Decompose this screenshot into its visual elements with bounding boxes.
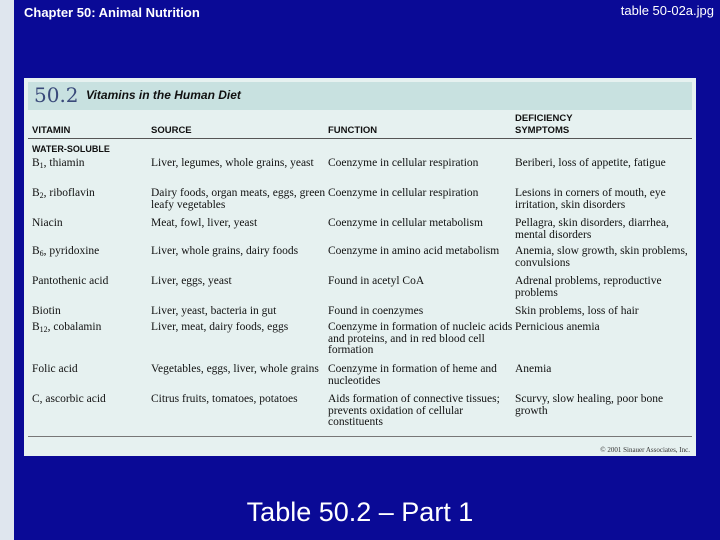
cell-function: Coenzyme in amino acid metabolism xyxy=(328,245,500,257)
table-title-bar xyxy=(28,82,692,110)
cell-function: Found in acetyl CoA xyxy=(328,275,425,287)
cell-source: Citrus fruits, tomatoes, potatoes xyxy=(151,393,298,405)
cell-function: Found in coenzymes xyxy=(328,305,424,317)
cell-vitamin: $B_{12}$, cobalamin xyxy=(32,321,102,334)
cell-vitamin: C, ascorbic acid xyxy=(32,393,106,405)
cell-source: Liver, legumes, whole grains, yeast xyxy=(151,157,314,169)
cell-source: Dairy foods, organ meats, eggs, green leafy vegetables xyxy=(151,187,326,211)
column-header-deficiency: DEFICIENCY xyxy=(515,113,573,124)
cell-source: Liver, whole grains, dairy foods xyxy=(151,245,299,257)
header-divider xyxy=(28,138,692,139)
cell-source: Liver, meat, dairy foods, eggs xyxy=(151,321,289,333)
column-header-vitamin: VITAMIN xyxy=(32,125,71,136)
cell-source: Vegetables, eggs, liver, whole grains xyxy=(151,363,319,375)
cell-deficiency: Lesions in corners of mouth, eye irritation, skin disorders xyxy=(515,187,666,211)
slide-caption: Table 50.2 – Part 1 xyxy=(246,497,474,527)
cell-vitamin: $B_2$, riboflavin xyxy=(32,187,95,200)
table-number: 50.2 xyxy=(34,83,79,107)
cell-deficiency: Pernicious anemia xyxy=(515,321,600,333)
column-header-symptoms: SYMPTOMS xyxy=(515,125,570,136)
file-name: table 50-02a.jpg xyxy=(620,3,714,18)
cell-deficiency: Anemia xyxy=(515,363,552,375)
cell-deficiency: Adrenal problems, reproductive problems xyxy=(515,275,662,299)
cell-function: Aids formation of connective tissues; prevents oxidation of cellular constituents xyxy=(328,393,500,428)
cell-vitamin: Folic acid xyxy=(32,363,78,375)
bottom-divider xyxy=(28,436,692,437)
cell-deficiency: Pellagra, skin disorders, diarrhea, mental disorders xyxy=(515,217,669,241)
cell-vitamin: Biotin xyxy=(32,305,61,317)
group-label: WATER-SOLUBLE xyxy=(32,144,110,154)
cell-vitamin: $B_1$, thiamin xyxy=(32,157,85,170)
cell-deficiency: Anemia, slow growth, skin problems, convulsions xyxy=(515,245,688,269)
cell-vitamin: $B_6$, pyridoxine xyxy=(32,245,100,258)
cell-source: Liver, yeast, bacteria in gut xyxy=(151,305,277,317)
column-header-source: SOURCE xyxy=(151,125,192,136)
copyright: © 2001 Sinauer Associates, Inc. xyxy=(600,446,690,454)
cell-vitamin: Niacin xyxy=(32,217,63,229)
chapter-title: Chapter 50: Animal Nutrition xyxy=(24,5,200,20)
cell-function: Coenzyme in cellular respiration xyxy=(328,157,479,169)
cell-source: Liver, eggs, yeast xyxy=(151,275,232,287)
cell-function: Coenzyme in formation of nucleic acids and proteins, and in red blood cell formation xyxy=(328,321,513,356)
cell-source: Meat, fowl, liver, yeast xyxy=(151,217,258,229)
column-header-function: FUNCTION xyxy=(328,125,378,136)
table-image xyxy=(24,78,696,456)
cell-function: Coenzyme in formation of heme and nucleotides xyxy=(328,363,497,387)
cell-deficiency: Skin problems, loss of hair xyxy=(515,305,639,317)
cell-deficiency: Scurvy, slow healing, poor bone growth xyxy=(515,393,664,417)
cell-vitamin: Pantothenic acid xyxy=(32,275,109,287)
cell-function: Coenzyme in cellular metabolism xyxy=(328,217,483,229)
cell-deficiency: Beriberi, loss of appetite, fatigue xyxy=(515,157,666,169)
cell-function: Coenzyme in cellular respiration xyxy=(328,187,479,199)
table-title: Vitamins in the Human Diet xyxy=(86,88,241,102)
